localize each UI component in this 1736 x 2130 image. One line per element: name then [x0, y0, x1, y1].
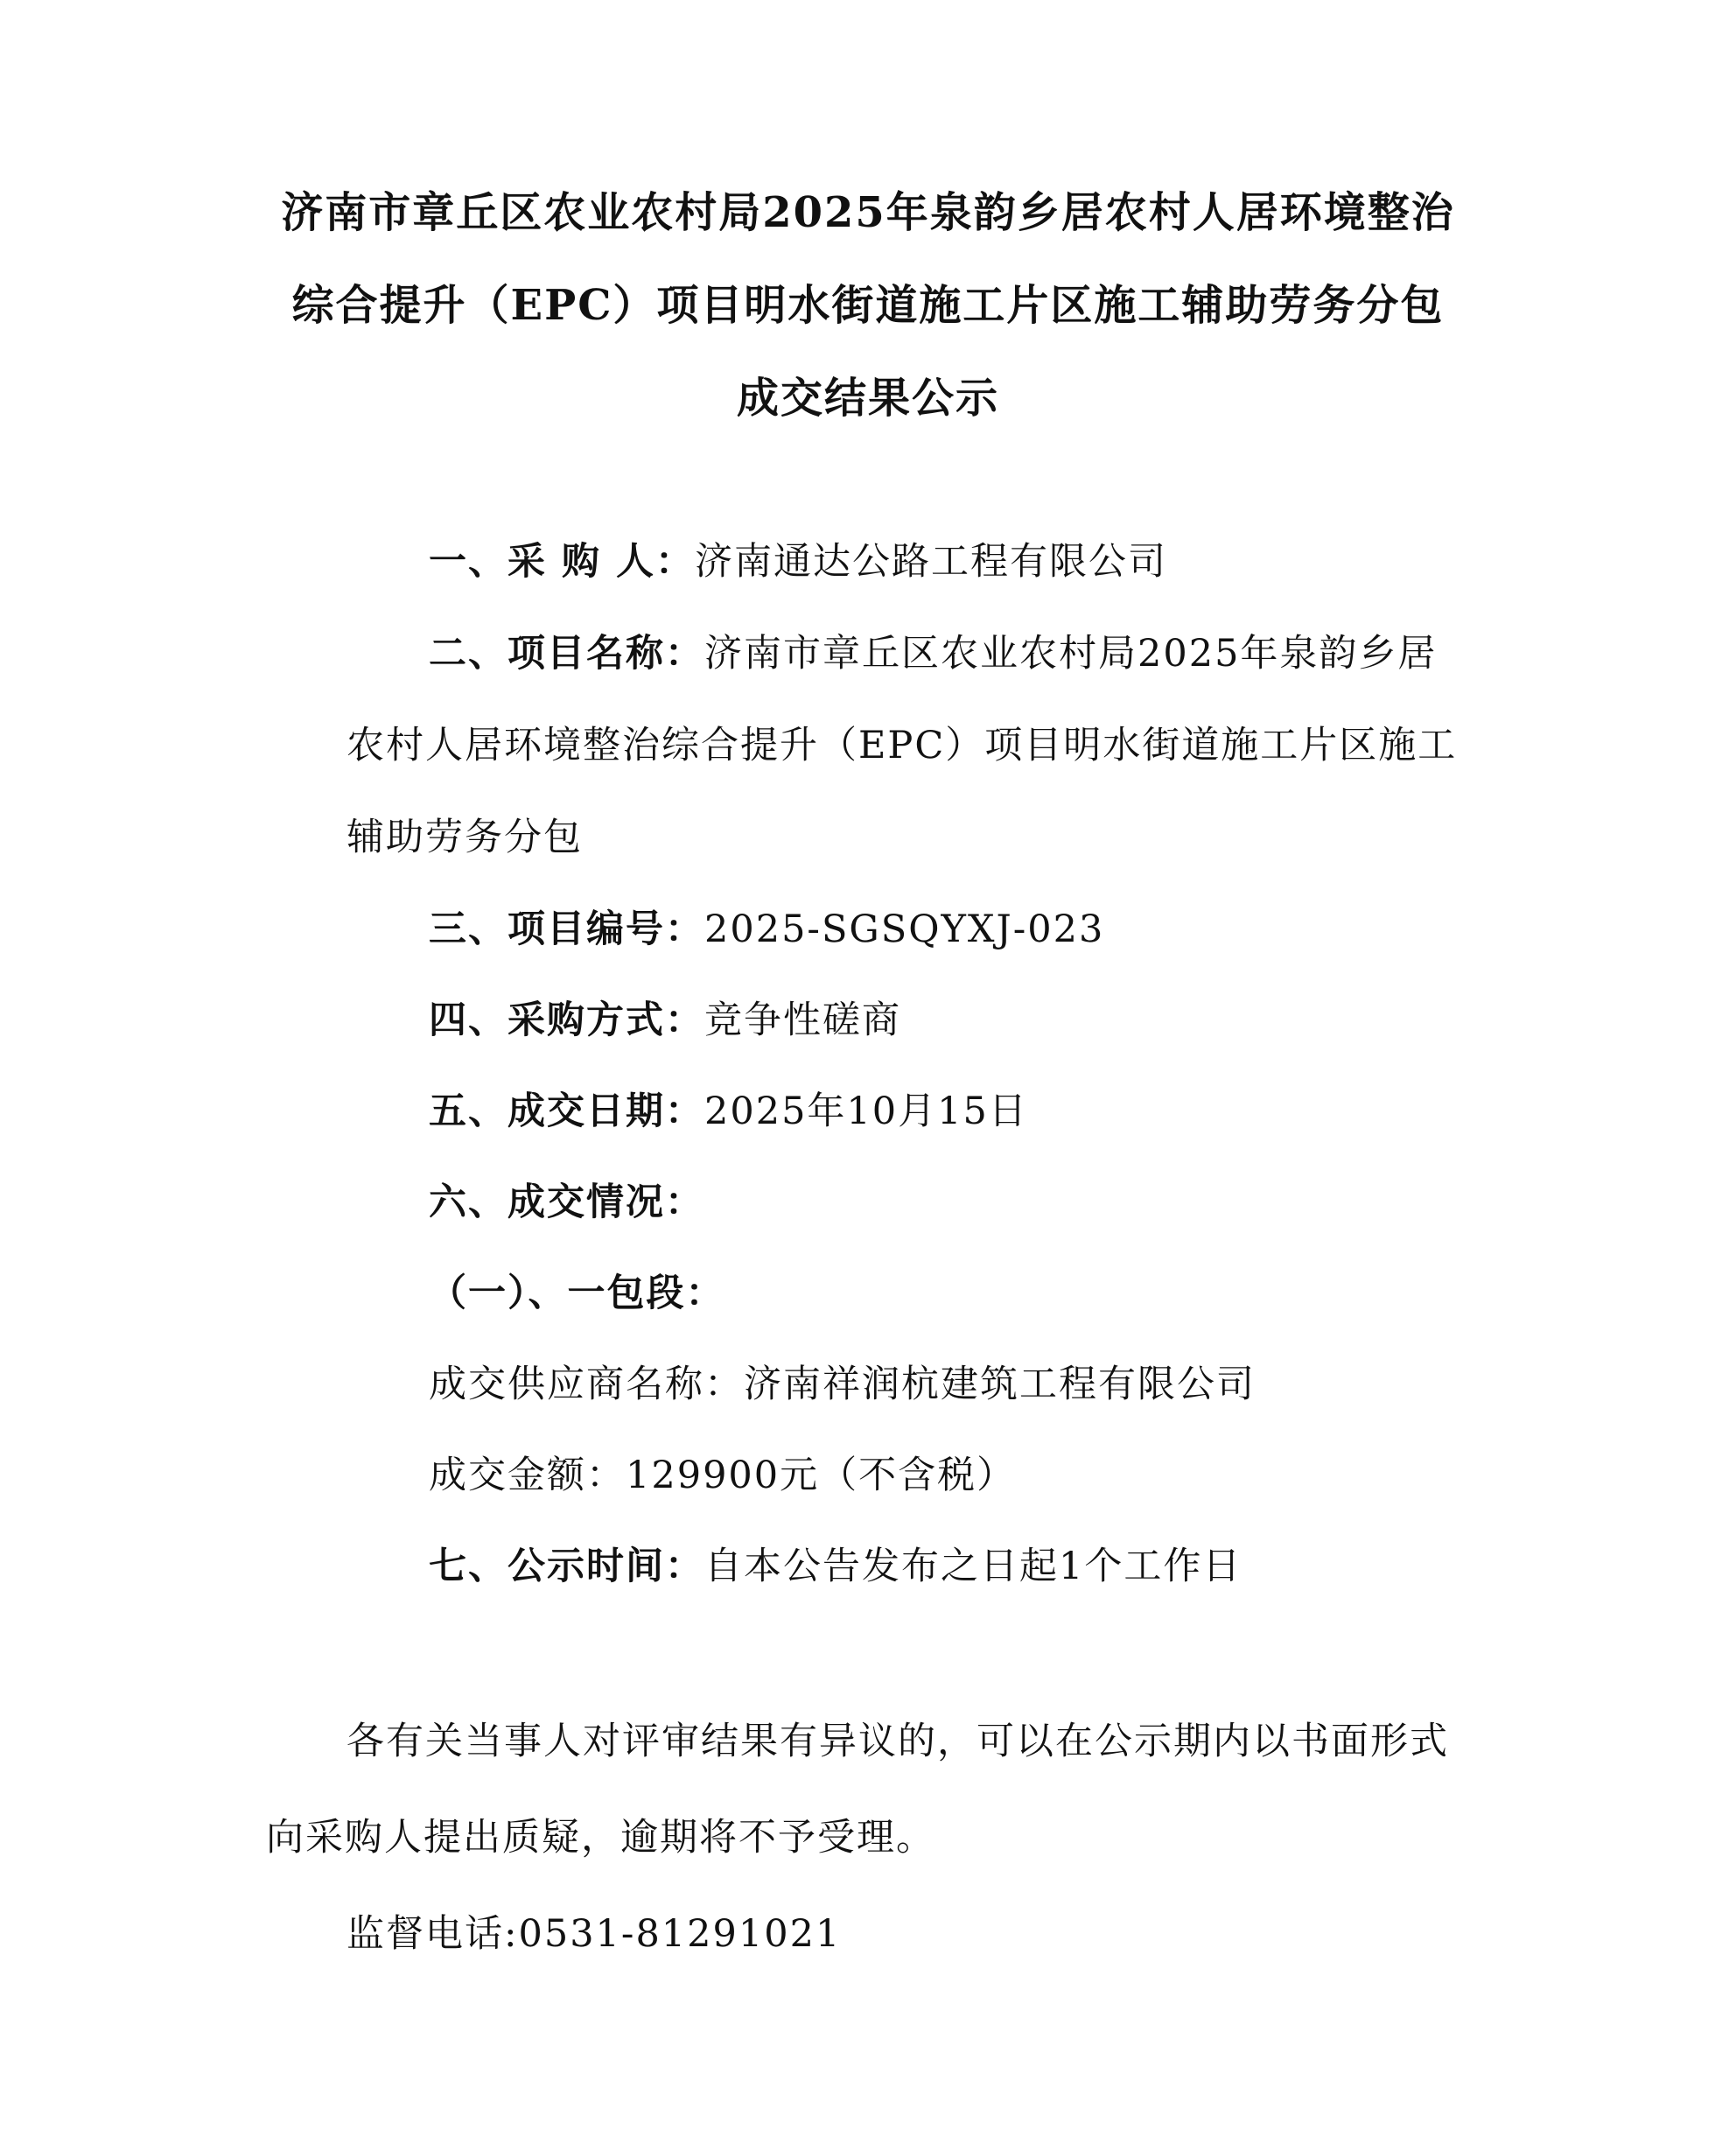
- supplier-line: [429, 1358, 1256, 1411]
- document-title: [245, 166, 1491, 445]
- deal-status-line: [429, 1176, 704, 1229]
- project-name-line: [429, 627, 1437, 680]
- title-line-2: 综合提升（EPC）项目明水街道施工片区施工辅助劳务分包: [291, 281, 1445, 330]
- lot-label: （一）、一包段：: [429, 1272, 725, 1315]
- purchaser-value: 济南通达公路工程有限公司: [694, 540, 1167, 584]
- procurement-method-line: [429, 994, 901, 1047]
- deal-date-label: 五、成交日期：: [429, 1090, 704, 1133]
- objection-line-1: [346, 1715, 1449, 1768]
- deal-status-label: 六、成交情况：: [429, 1181, 704, 1224]
- supervision-phone-line: [346, 1908, 841, 1960]
- project-name-continued-1: [346, 719, 1457, 772]
- lot-line: [429, 1267, 725, 1320]
- deal-date-line: [429, 1085, 1028, 1138]
- project-name-continued-2: [346, 811, 583, 864]
- purchaser-label: 一、采 购 人：: [429, 540, 695, 584]
- project-number-line: [429, 903, 1104, 956]
- project-number-label: 三、项目编号：: [429, 907, 704, 951]
- notice-period-value: 自本公告发布之日起1个工作日: [704, 1545, 1242, 1588]
- amount-line: [429, 1449, 1016, 1502]
- project-name-value-2: 农村人居环境整治综合提升（EPC）项目明水街道施工片区施工: [346, 724, 1458, 767]
- deal-date-value: 2025年10月15日: [704, 1090, 1028, 1133]
- objection-text-1: 各有关当事人对评审结果有异议的，可以在公示期内以书面形式: [346, 1720, 1449, 1763]
- supplier-text: 成交供应商名称：济南祥润杭建筑工程有限公司: [429, 1363, 1256, 1406]
- title-line-3: 成交结果公示: [736, 374, 999, 423]
- notice-period-line: [429, 1540, 1242, 1593]
- project-name-value-3: 辅助劳务分包: [346, 816, 583, 859]
- objection-line-2: [266, 1811, 935, 1864]
- title-line-1: 济南市章丘区农业农村局2025年泉韵乡居农村人居环境整治: [281, 188, 1455, 237]
- procurement-method-value: 竞争性磋商: [704, 998, 901, 1042]
- amount-text: 成交金额：129900元（不含税）: [429, 1454, 1017, 1497]
- procurement-method-label: 四、采购方式：: [429, 998, 704, 1042]
- purchaser-line: [429, 536, 1167, 588]
- project-number-value: 2025-SGSQYXJ-023: [704, 907, 1105, 951]
- notice-period-label: 七、公示时间：: [429, 1545, 704, 1588]
- supervision-phone-text: 监督电话:0531-81291021: [346, 1912, 842, 1956]
- project-name-value-1: 济南市章丘区农业农村局2025年泉韵乡居: [704, 632, 1438, 676]
- objection-text-2: 向采购人提出质疑，逾期将不予受理。: [266, 1816, 935, 1860]
- project-name-label: 二、项目名称：: [429, 632, 704, 676]
